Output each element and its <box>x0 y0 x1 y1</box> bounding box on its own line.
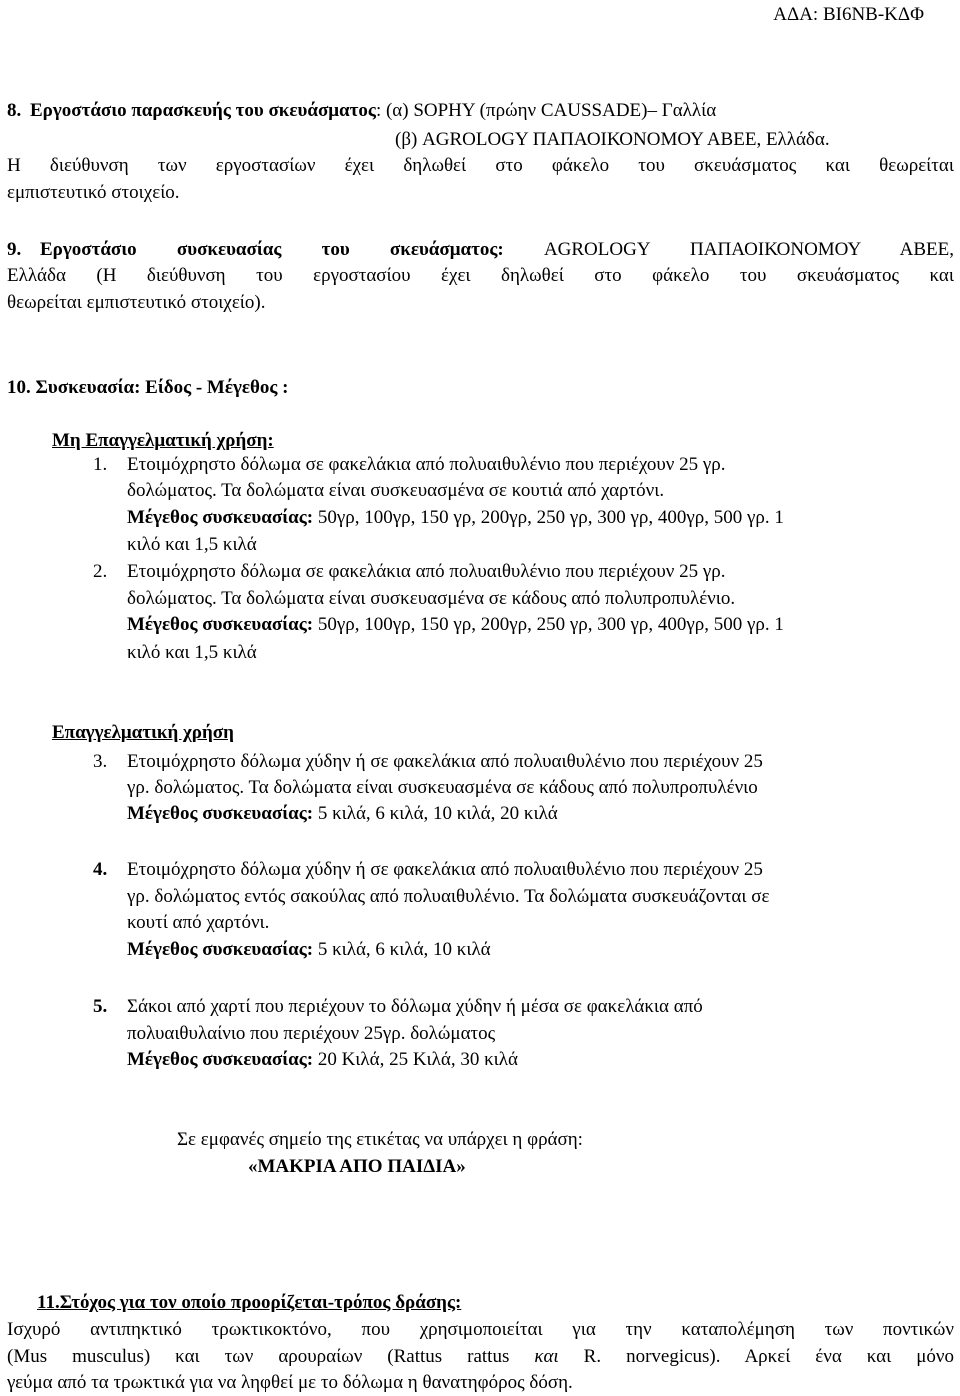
s9-line1 <box>40 237 954 263</box>
item1-sizes: 50γρ, 100γρ, 150 γρ, 200γρ, 250 γρ, 300 γρ, 400γρ, 500 γρ. 1 <box>313 507 784 528</box>
item3-line1: Ετοιμόχρηστο δόλωμα χύδην ή σε φακελάκια από πολυαιθυλένιο που περιέχουν 25 <box>127 751 763 772</box>
s8-number: 8. <box>7 100 22 121</box>
item2-sizes: 50γρ, 100γρ, 150 γρ, 200γρ, 250 γρ, 300 γρ, 400γρ, 500 γρ. 1 <box>313 614 784 635</box>
s11-heading: 11.Στόχος για τον οποίο προορίζεται-τρόπος δράσης: <box>37 1292 462 1313</box>
item5-line1: Σάκοι από χαρτί που περιέχουν το δόλωμα χύδην ή μέσα σε φακελάκια από <box>127 996 703 1017</box>
item1-number: 1. <box>93 454 108 475</box>
s9-line1-rest: AGROLOGY ΠΑΠΑΟΙΚΟΝΟΜΟΥ ΑΒΕΕ, <box>543 239 954 260</box>
s8-heading: Εργοστάσιο παρασκευής του σκευάσματος <box>30 100 376 121</box>
item5-sizes-line <box>127 1047 518 1073</box>
item2-size-label: Μέγεθος συσκευασίας: <box>127 614 314 635</box>
keep-away-phrase: «ΜΑΚΡΙΑ ΑΠΟ ΠΑΙΔΙΑ» <box>248 1156 466 1177</box>
item1-sizes-line <box>127 505 784 531</box>
s8-line4: εμπιστευτικό στοιχείο. <box>7 182 180 203</box>
item4-size-label: Μέγεθος συσκευασίας: <box>127 939 314 960</box>
s8-line2: (β) AGROLOGY ΠΑΠΑΟΙΚΟΝΟΜΟΥ ΑΒΕΕ, Ελλάδα. <box>395 129 830 150</box>
item5-sizes: 20 Κιλά, 25 Κιλά, 30 κιλά <box>313 1049 518 1070</box>
item3-line2: γρ. δολώματος. Τα δολώματα είναι συσκευασμένα σε κάδους από πολυπροπυλένιο <box>127 777 758 798</box>
ada-code: ΑΔΑ: ΒΙ6ΝΒ-ΚΔΦ <box>773 4 924 25</box>
label-notice: Σε εμφανές σημείο της ετικέτας να υπάρχει η φράση: <box>177 1129 583 1150</box>
item2-number: 2. <box>93 561 108 582</box>
s9-number: 9. <box>7 239 22 260</box>
s9-line2: Ελλάδα (Η διεύθυνση του εργοστασίου έχει δηλωθεί στο φάκελο του σκευάσματος και <box>7 265 954 286</box>
item4-line3: κουτί από χαρτόνι. <box>127 912 270 933</box>
item2-sizes-line <box>127 612 784 638</box>
item1-line1: Ετοιμόχρηστο δόλωμα σε φακελάκια από πολυαιθυλένιο που περιέχουν 25 γρ. <box>127 454 726 475</box>
item4-line1: Ετοιμόχρηστο δόλωμα χύδην ή σε φακελάκια από πολυαιθυλένιο που περιέχουν 25 <box>127 859 763 880</box>
item3-sizes-line <box>127 801 558 827</box>
s11-line2-c: R. norvegicus). Αρκεί ένα και μόνο <box>558 1346 954 1367</box>
s11-line2-italic: και <box>534 1346 559 1367</box>
s8-line1 <box>30 98 716 124</box>
item5-line2: πολυαιθυλαίνιο που περιέχουν 25γρ. δολώματος <box>127 1023 496 1044</box>
s10-heading: 10. Συσκευασία: Είδος - Μέγεθος : <box>7 377 289 398</box>
item1-line2: δολώματος. Τα δολώματα είναι συσκευασμένα σε κουτιά από χαρτόνι. <box>127 480 665 501</box>
item4-line2: γρ. δολώματος εντός σακούλας από πολυαιθυλένιο. Τα δολώματα συσκευάζονται σε <box>127 886 770 907</box>
item3-sizes: 5 κιλά, 6 κιλά, 10 κιλά, 20 κιλά <box>313 803 558 824</box>
item5-number: 5. <box>93 996 108 1017</box>
s9-line3: θεωρείται εμπιστευτικό στοιχείο). <box>7 292 266 313</box>
item5-size-label: Μέγεθος συσκευασίας: <box>127 1049 314 1070</box>
professional-use-heading: Επαγγελματική χρήση <box>52 722 234 743</box>
item1-line4: κιλό και 1,5 κιλά <box>127 534 257 555</box>
item4-number: 4. <box>93 859 108 880</box>
item2-line1: Ετοιμόχρηστο δόλωμα σε φακελάκια από πολυαιθυλένιο που περιέχουν 25 γρ. <box>127 561 726 582</box>
s11-line2 <box>7 1344 954 1370</box>
item2-line4: κιλό και 1,5 κιλά <box>127 642 257 663</box>
s11-line3: γεύμα από τα τρωκτικά για να ληφθεί με το δόλωμα η θανατηφόρος δόση. <box>7 1372 573 1393</box>
item1-size-label: Μέγεθος συσκευασίας: <box>127 507 314 528</box>
nonprofessional-use-heading: Μη Επαγγελματική χρήση: <box>52 430 274 451</box>
item3-size-label: Μέγεθος συσκευασίας: <box>127 803 314 824</box>
item4-sizes-line <box>127 937 491 963</box>
item2-line2: δολώματος. Τα δολώματα είναι συσκευασμένα σε κάδους από πολυπροπυλένιο. <box>127 588 736 609</box>
s11-line2-a: (Mus musculus) και των αρουραίων (Rattus rattus <box>7 1346 535 1367</box>
s11-line1: Ισχυρό αντιπηκτικό τρωκτικοκτόνο, που χρησιμοποιείται για την καταπολέμηση των ποντικών <box>7 1319 954 1340</box>
item4-sizes: 5 κιλά, 6 κιλά, 10 κιλά <box>313 939 491 960</box>
s8-line3: Η διεύθυνση των εργοστασίων έχει δηλωθεί στο φάκελο του σκευάσματος και θεωρείται <box>7 155 954 176</box>
item3-number: 3. <box>93 751 108 772</box>
s8-line1-rest: : (α) SOPHY (πρώην CAUSSADE)– Γαλλία <box>375 100 717 121</box>
s9-heading: Εργοστάσιο συσκευασίας του σκευάσματος: <box>40 239 504 260</box>
